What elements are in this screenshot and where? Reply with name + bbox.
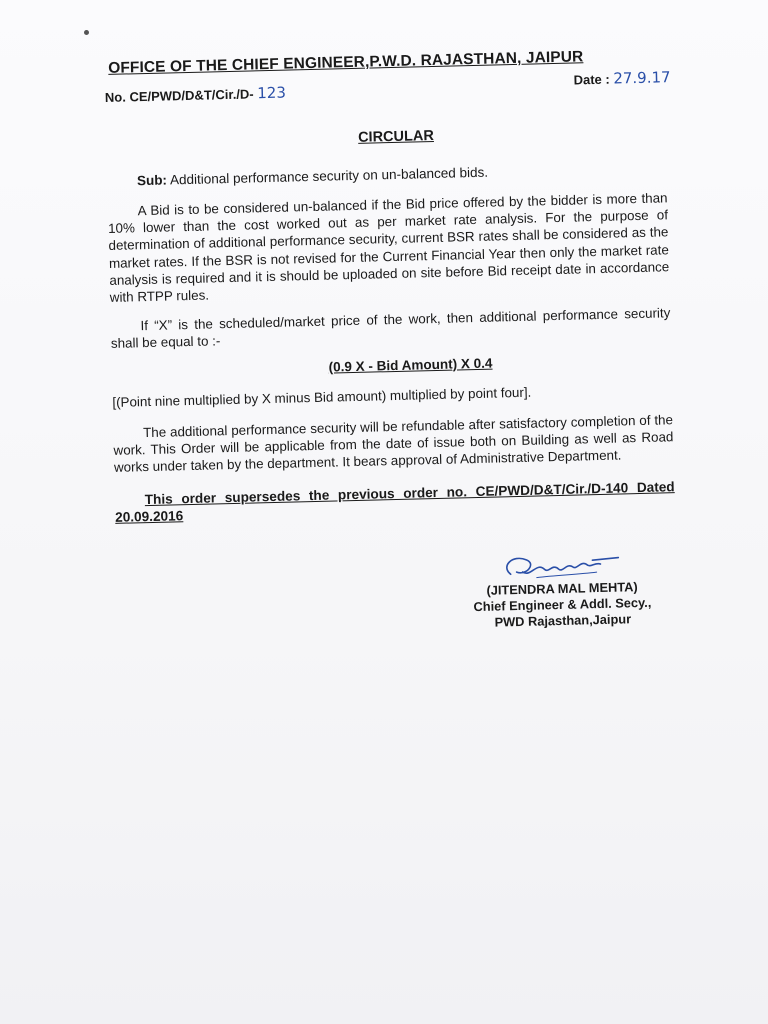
reference-number-handwritten: 123 <box>257 83 287 103</box>
reference-number <box>105 84 286 106</box>
supersede-note: This order supersedes the previous order no. CE/PWD/D&T/Cir./D-140 Dated 20.09.2016 <box>115 479 675 526</box>
subject-text: Additional performance security on un-balanced bids. <box>169 164 489 188</box>
paragraph-unbalanced-bid: A Bid is to be considered un-balanced if the Bid price offered by the bidder is more than 10% lower than the cost worked out as per market rate analysis. For the purpose of determination of additional performance security, current BSR rates shall be considered as the market rates. If the BSR is not revised for the Current Financial Year then only the market rate analysis is required and it is should be uploaded on site before Bid receipt date in accordance with RTPP rules. <box>107 190 670 305</box>
signatory-designation: Chief Engineer & Addl. Secy., <box>473 595 652 615</box>
circular-content <box>104 46 678 640</box>
signatory-office: PWD Rajasthan,Jaipur <box>494 611 632 631</box>
circular-title: CIRCULAR <box>357 127 435 146</box>
subject-line <box>137 160 667 188</box>
office-title: OFFICE OF THE CHIEF ENGINEER,P.W.D. RAJASTHAN, JAIPUR <box>107 48 584 77</box>
paragraph-refund: The additional performance security will be refundable after satisfactory completion of the work. This Order will be applicable from the date of issue both on Building as well as Road works under taken by the department. It bears approval of Administrative Department. <box>113 412 674 476</box>
formula-explanation: [(Point nine multiplied by X minus Bid amount) multiplied by point four]. <box>112 384 532 410</box>
punch-mark <box>84 30 89 35</box>
security-formula: (0.9 X - Bid Amount) X 0.4 <box>328 355 493 375</box>
signatory-name: (JITENDRA MAL MEHTA) <box>486 579 638 599</box>
subject-label: Sub: <box>136 172 168 189</box>
reference-prefix: No. CE/PWD/D&T/Cir./D- <box>104 86 254 105</box>
date <box>573 68 670 88</box>
paragraph-security-definition: If “X” is the scheduled/market price of the work, then additional performance security shall be equal to :- <box>110 305 671 352</box>
signature-block <box>456 549 668 632</box>
date-handwritten: 27.9.17 <box>613 68 671 88</box>
date-label: Date : <box>573 71 610 88</box>
